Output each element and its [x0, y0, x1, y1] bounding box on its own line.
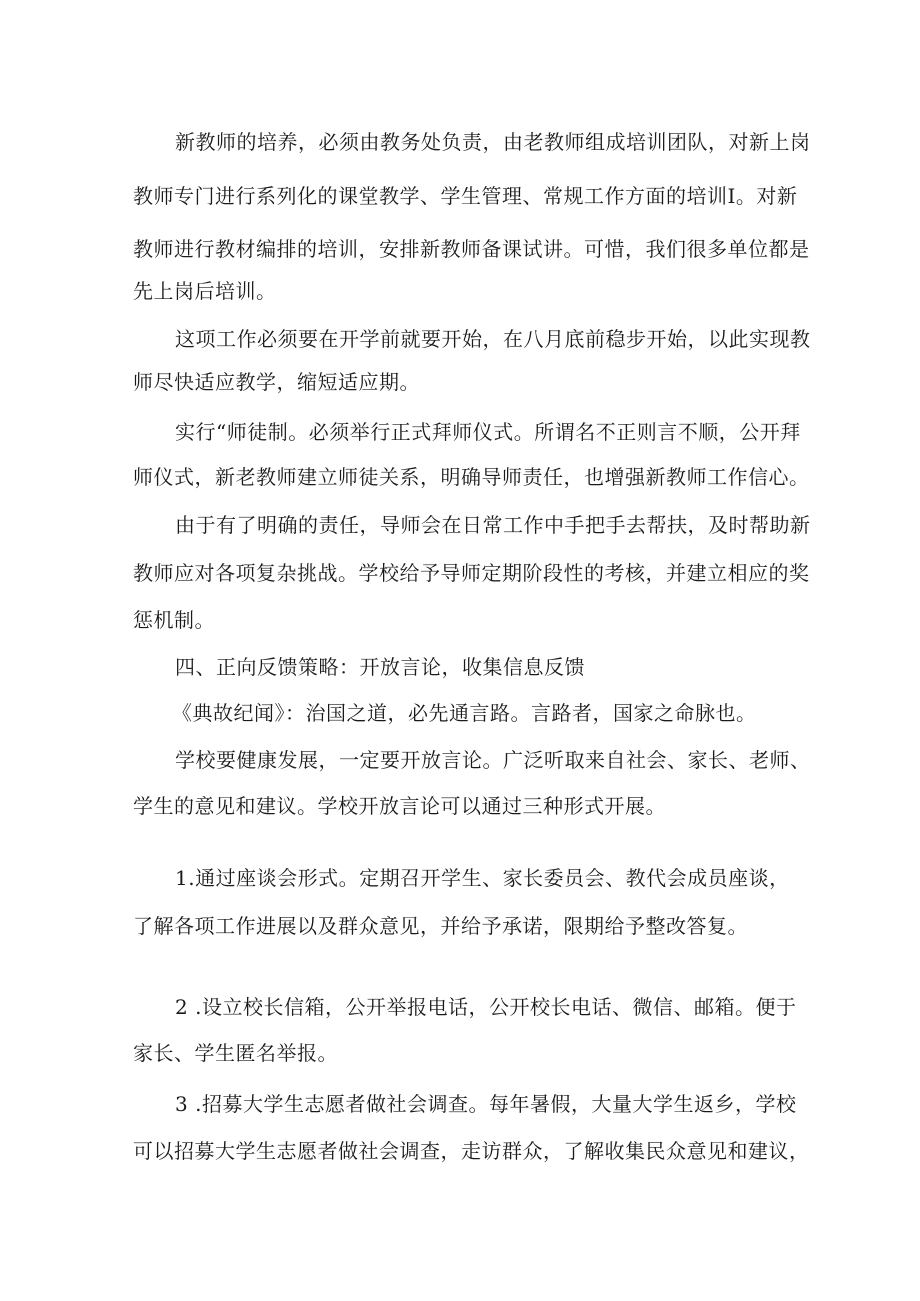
list-item: 1.通过座谈会形式。定期召开学生、家长委员会、教代会成员座谈，: [175, 866, 790, 890]
text-line: 先上岗后培训。: [133, 279, 277, 303]
text-line: 师仪式，新老教师建立师徒关系，明确导师责任，也增强新教师工作信心。: [133, 465, 810, 489]
text-line: 这项工作必须要在开学前就要开始，在八月底前稳步开始，以此实现教: [175, 327, 811, 351]
text-line: 教师专门进行系列化的课堂教学、学生管理、常规工作方面的培训I。对新: [133, 184, 798, 208]
list-item: 3 .招募大学生志愿者做社会调查。每年暑假，大量大学生返乡，学校: [175, 1092, 797, 1116]
text-line: 新教师的培养，必须由教务处负责，由老教师组成培训团队，对新上岗: [175, 130, 811, 154]
text-line: 惩机制。: [133, 608, 215, 632]
text-line: 学生的意见和建议。学校开放言论可以通过三种形式开展。: [133, 794, 666, 818]
list-item: 2 .设立校长信箱，公开举报电话，公开校长电话、微信、邮箱。便于: [175, 995, 797, 1019]
text-line: 由于有了明确的责任，导师会在日常工作中手把手去帮扶，及时帮助新: [175, 513, 811, 537]
text-line: 实行“师徒制。必须举行正式拜师仪式。所谓名不正则言不顺，公开拜: [175, 420, 801, 444]
quotation-line: 《典故纪闻》：治国之道，必先通言路。言路者，国家之命脉也。: [172, 701, 757, 725]
section-heading: 四、正向反馈策略：开放言论，收集信息反馈: [175, 655, 585, 679]
text-line: 教师应对各项复杂挑战。学校给予导师定期阶段性的考核，并建立相应的奖: [133, 561, 810, 585]
text-line: 了解各项工作进展以及群众意见，并给予承诺，限期给予整改答复。: [133, 914, 748, 938]
text-line: 教师进行教材编排的培训，安排新教师备课试讲。可惜，我们很多单位都是: [133, 237, 810, 261]
text-line: 学校要健康发展，一定要开放言论。广泛听取来自社会、家长、老师、: [175, 748, 811, 772]
text-line: 可以招募大学生志愿者做社会调查，走访群众，了解收集民众意见和建议，: [133, 1139, 810, 1163]
text-line: 家长、学生匿名举报。: [133, 1041, 338, 1065]
text-line: 师尽快适应教学，缩短适应期。: [133, 370, 420, 394]
